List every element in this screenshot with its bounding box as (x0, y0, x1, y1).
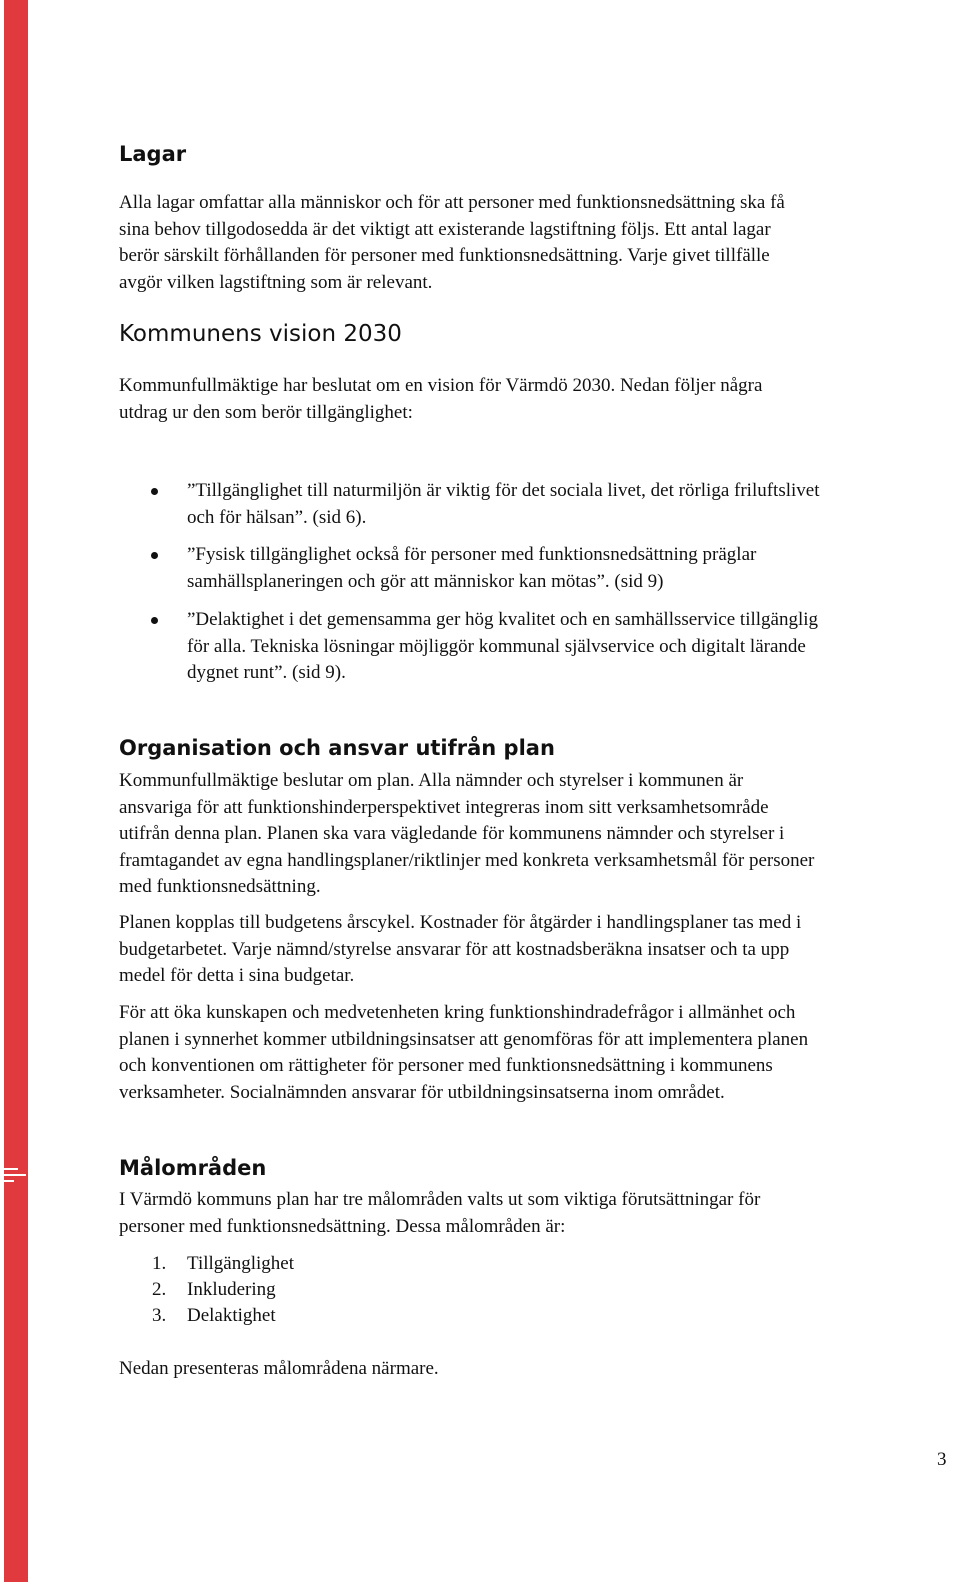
page-margin-bar (4, 0, 28, 1582)
margin-mark (4, 1168, 18, 1170)
margin-mark (4, 1180, 14, 1182)
paragraph-vision-intro: Kommunfullmäktige har beslutat om en vision för Värmdö 2030. Nedan följer några utdrag ur den som berör tillgänglighet: (119, 375, 763, 423)
bullet-icon (151, 488, 158, 495)
paragraph-organisation-1: Kommunfullmäktige beslutar om plan. Alla nämnder och styrelser i kommunen är ansvariga för att funktionshinderperspektivet integreras inom sitt verksamhetsområde utifrån denna plan. Planen ska vara vägledande för kommunens nämnder och styrelser i framtagandet av egna handlingsplaner/riktlinjer med konkreta verksamhetsmål för personer med funktionsnedsättning. (119, 770, 815, 897)
bullet-icon (151, 617, 158, 624)
paragraph-lagar: Alla lagar omfattar alla människor och för att personer med funktionsnedsättning ska få sina behov tillgodosedda är det viktigt att existerande lagstiftning följs. Ett antal lagar berör särskilt förhållanden för personer med funktionsnedsättning. Varje givet tillfälle avgör vilken lagstiftning som är relevant. (119, 192, 785, 293)
heading-vision: Kommunens vision 2030 (119, 321, 402, 347)
heading-malomraden: Målområden (119, 1156, 267, 1180)
heading-lagar: Lagar (119, 142, 187, 166)
heading-organisation: Organisation och ansvar utifrån plan (119, 736, 555, 760)
paragraph-malomraden-closing: Nedan presenteras målområdena närmare. (119, 1358, 439, 1379)
paragraph-malomraden-intro: I Värmdö kommuns plan har tre målområden valts ut som viktiga förutsättningar för personer med funktionsnedsättning. Dessa målområden är: (119, 1189, 761, 1237)
margin-mark (4, 1174, 26, 1176)
paragraph-organisation-2: Planen kopplas till budgetens årscykel. Kostnader för åtgärder i handlingsplaner tas med i budgetarbetet. Varje nämnd/styrelse ansvarar för att kostnadsberäkna insatser och ta upp medel för detta i sina budgetar. (119, 912, 802, 986)
bullet-icon (151, 552, 158, 559)
paragraph-organisation-3: För att öka kunskapen och medvetenheten kring funktionshindradefrågor i allmänhet och planen i synnerhet kommer utbildningsinsatser att genomföras för att implementera planen och konventionen om rättigheter för personer med funktionsnedsättning i kommunens verksamheter. Socialnämnden ansvarar för utbildningsinsatserna inom området. (119, 1002, 809, 1103)
page-number: 3 (937, 1449, 947, 1470)
